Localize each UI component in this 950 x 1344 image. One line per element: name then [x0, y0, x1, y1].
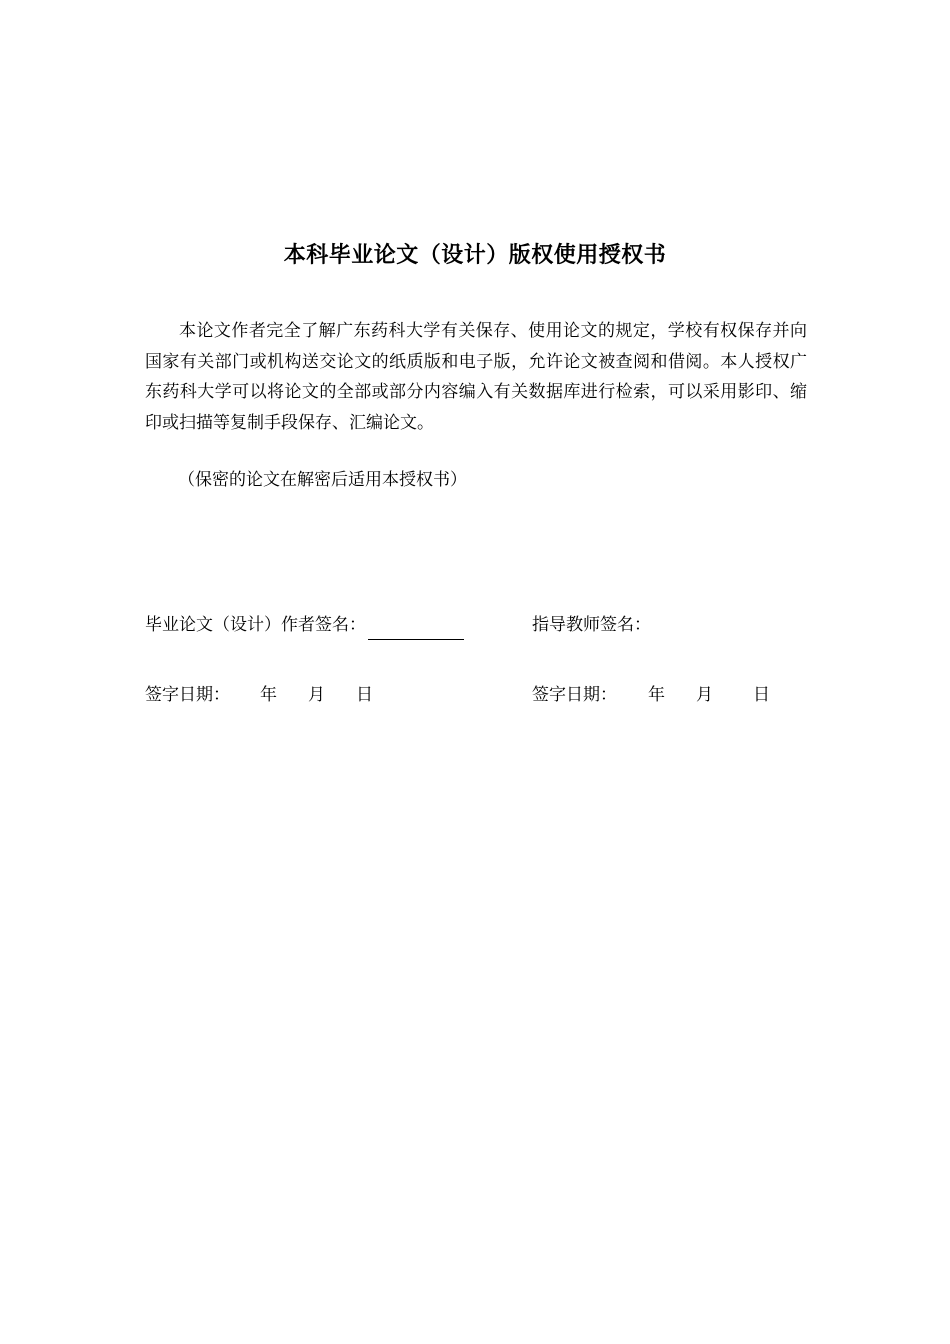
author-signature-field	[145, 610, 464, 640]
month-label-right: 月	[696, 685, 713, 705]
year-label-right: 年	[648, 685, 665, 705]
month-label-left: 月	[308, 685, 325, 705]
advisor-signature-label: 指导教师签名：	[532, 615, 651, 635]
authorization-paragraph: 本论文作者完全了解广东药科大学有关保存、使用论文的规定，学校有权保存并向国家有关部门或机构送交论文的纸质版和电子版，允许论文被查阅和借阅。本人授权广东药科大学可以将论文的全部或部分内容编入有关数据库进行检索，可以采用影印、缩印或扫描等复制手段保存、汇编论文。	[145, 321, 807, 433]
year-label-left: 年	[260, 685, 277, 705]
author-signature-line[interactable]	[368, 619, 464, 640]
day-label-right: 日	[753, 685, 770, 705]
author-signature-label: 毕业论文（设计）作者签名：	[145, 615, 366, 635]
date-label-right: 签字日期：	[532, 685, 617, 705]
signature-row	[0, 610, 950, 640]
date-label-left: 签字日期：	[145, 685, 230, 705]
date-row	[0, 680, 950, 710]
day-label-left: 日	[356, 685, 373, 705]
confidential-note: （保密的论文在解密后适用本授权书）	[178, 470, 467, 490]
document-title: 本科毕业论文（设计）版权使用授权书	[283, 243, 667, 268]
